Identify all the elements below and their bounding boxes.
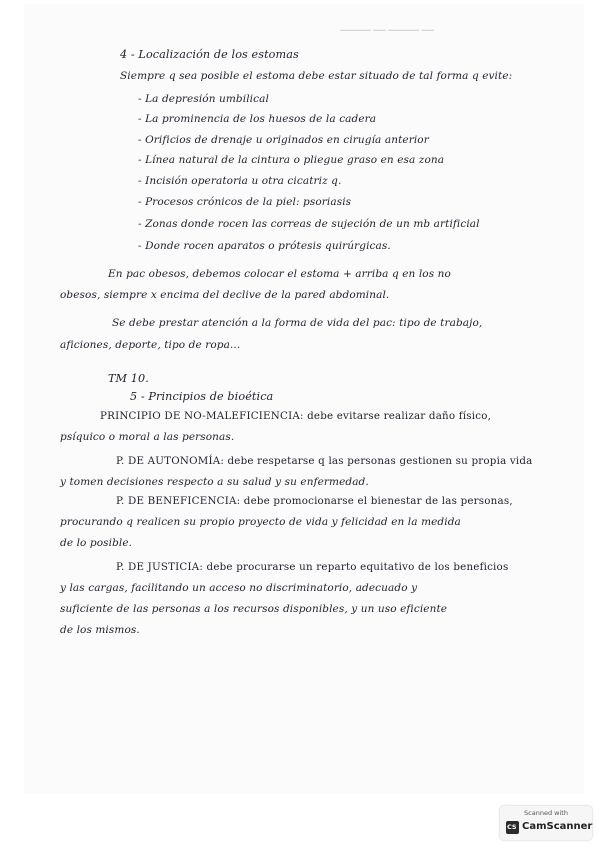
principle-justicia: P. DE JUSTICIA: debe procurarse un reparto equitativo de los beneficios (116, 561, 509, 573)
paragraph-obesos-cont: obesos, siempre x encima del declive de la pared abdominal. (60, 289, 390, 301)
avoid-item: - Zonas donde rocen las correas de sujeción de un mb artificial (138, 218, 480, 230)
paragraph-forma-vida: Se debe prestar atención a la forma de vida del pac: tipo de trabajo, (112, 317, 483, 329)
principle-beneficencia-cont: de lo posible. (60, 537, 133, 549)
scanned-with-label: Scanned with (524, 809, 568, 817)
avoid-item: - La depresión umbilical (138, 93, 269, 105)
heading-section-5: 5 - Principios de bioética (130, 390, 274, 403)
camscanner-logo-icon (506, 821, 519, 834)
principle-justicia-cont: suficiente de las personas a los recursos disponibles, y un uso eficiente (60, 603, 448, 615)
paragraph-obesos: En pac obesos, debemos colocar el estoma + arriba q en los no (108, 268, 451, 280)
principle-beneficencia: P. DE BENEFICENCIA: debe promocionarse el bienestar de las personas, (116, 495, 513, 507)
avoid-item: - Orificios de drenaje u originados en cirugía anterior (138, 134, 429, 146)
intro-line: Siempre q sea posible el estoma debe estar situado de tal forma q evite: (120, 70, 513, 82)
avoid-item: - Incisión operatoria u otra cicatriz q. (138, 175, 342, 187)
principle-justicia-cont: y las cargas, facilitando un acceso no discriminatorio, adecuado y (60, 582, 418, 594)
principle-justicia-cont: de los mismos. (60, 624, 140, 636)
tm-label: TM 10. (108, 372, 149, 385)
avoid-item: - Línea natural de la cintura o pliegue graso en esa zona (138, 154, 445, 166)
principle-autonomia: P. DE AUTONOMÍA: debe respetarse q las personas gestionen su propia vida (116, 455, 533, 467)
principle-autonomia-cont: y tomen decisiones respecto a su salud y su enfermedad. (60, 476, 369, 488)
avoid-item: - Donde rocen aparatos o prótesis quirúrgicas. (138, 240, 391, 252)
camscanner-brand-label: CamScanner (522, 821, 593, 832)
avoid-item: - La prominencia de los huesos de la cadera (138, 113, 377, 125)
heading-section-4: 4 - Localización de los estomas (120, 48, 299, 61)
principle-beneficencia-cont: procurando q realicen su propio proyecto de vida y felicidad en la medida (60, 516, 461, 528)
principle-no-maleficencia-cont: psíquico o moral a las personas. (60, 431, 235, 443)
principle-no-maleficencia: PRINCIPIO DE NO-MALEFICIENCIA: debe evitarse realizar daño físico, (100, 410, 492, 422)
paragraph-forma-vida-cont: aficiones, deporte, tipo de ropa... (60, 339, 241, 351)
avoid-item: - Procesos crónicos de la piel: psoriasis (138, 196, 352, 208)
bleed-through-mark: ▁▁▁▁▁ ▁▁ ▁▁▁▁▁ ▁▁ (340, 22, 434, 31)
camscanner-watermark (500, 806, 592, 840)
